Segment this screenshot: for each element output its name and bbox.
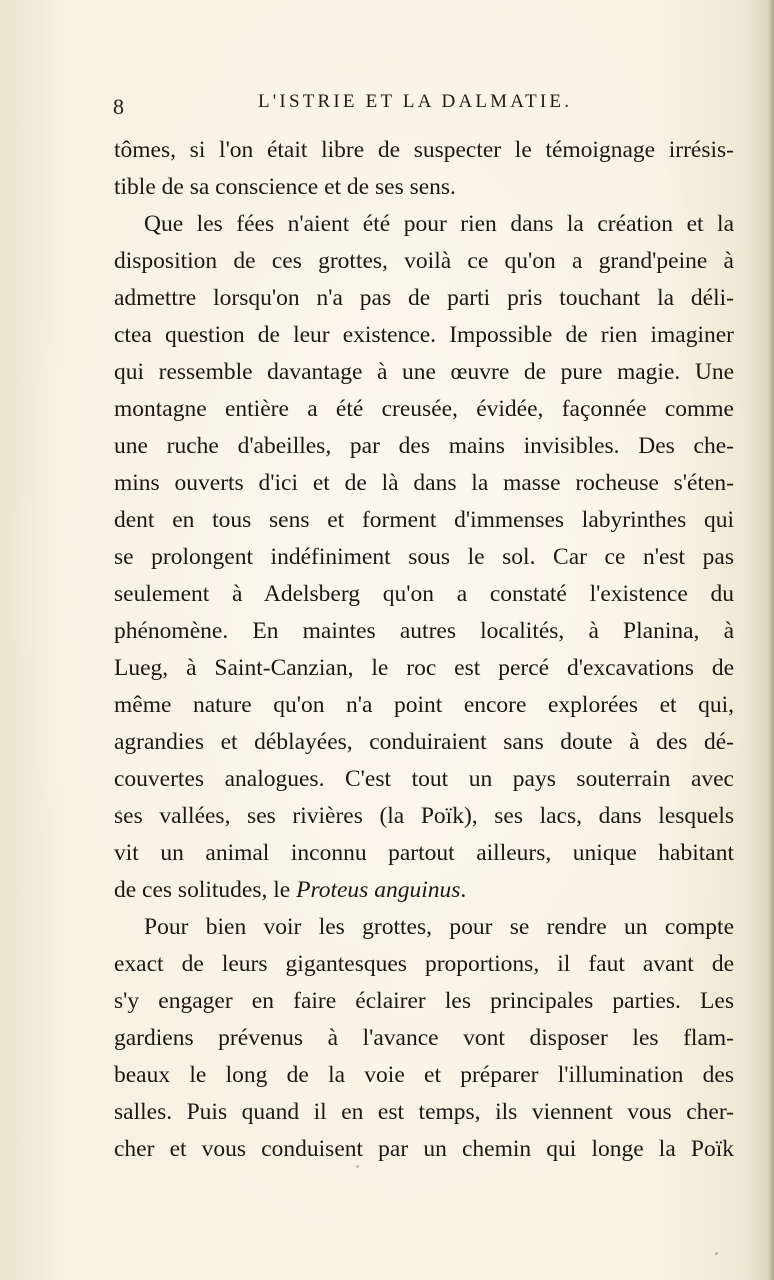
paper-speck: [715, 1252, 718, 1255]
page-number: 8: [113, 94, 124, 119]
text-fragment: de ces solitudes, le: [114, 877, 297, 903]
running-head: L'ISTRIE ET LA DALMATIE.: [258, 91, 573, 112]
paper-speck: [356, 1165, 359, 1168]
paper-speck: [118, 810, 121, 813]
text-line: ctea question de leur existence. Impossible de rien imaginer: [114, 322, 734, 348]
text-line: couvertes analogues. C'est tout un pays souterrain avec: [114, 766, 734, 792]
body-text: [114, 132, 734, 1168]
text-line: vit un animal inconnu partout ailleurs, unique habitant: [114, 840, 734, 866]
text-line: seulement à Adelsberg qu'on a constaté l'existence du: [114, 581, 734, 607]
text-line: Lueg, à Saint-Canzian, le roc est percé d'excavations de: [114, 655, 734, 681]
text-line: s'y engager en faire éclairer les principales parties. Les: [114, 988, 734, 1014]
text-line: disposition de ces grottes, voilà ce qu'on a grand'peine à: [114, 248, 734, 274]
text-fragment: .: [460, 877, 467, 903]
text-line: mins ouverts d'ici et de là dans la masse rocheuse s'éten-: [114, 470, 734, 496]
text-line: exact de leurs gigantesques proportions, il faut avant de: [114, 951, 734, 977]
text-line: Pour bien voir les grottes, pour se rendre un compte: [144, 914, 734, 940]
text-line: dent en tous sens et forment d'immenses labyrinthes qui: [114, 507, 734, 533]
text-line: se prolongent indéfiniment sous le sol. Car ce n'est pas: [114, 544, 734, 570]
text-line: montagne entière a été creusée, évidée, façonnée comme: [114, 396, 734, 422]
text-line: admettre lorsqu'on n'a pas de parti pris touchant la déli-: [114, 285, 734, 311]
text-line: [114, 872, 734, 909]
text-line: ses vallées, ses rivières (la Poïk), ses lacs, dans lesquels: [114, 803, 734, 829]
species-name: Proteus anguinus: [296, 877, 461, 903]
text-line: une ruche d'abeilles, par des mains invisibles. Des che-: [114, 433, 734, 459]
text-line: salles. Puis quand il en est temps, ils viennent vous cher-: [114, 1099, 734, 1125]
text-line: beaux le long de la voie et préparer l'illumination des: [114, 1062, 734, 1088]
text-line: gardiens prévenus à l'avance vont disposer les flam-: [114, 1025, 734, 1051]
text-line: cher et vous conduisent par un chemin qui longe la Poïk: [114, 1136, 734, 1162]
page-edge-shadow: [768, 0, 774, 1280]
text-line: phénomène. En maintes autres localités, à Planina, à: [114, 618, 734, 644]
text-line: agrandies et déblayées, conduiraient sans doute à des dé-: [114, 729, 734, 755]
text-line: tible de sa conscience et de ses sens.: [114, 174, 456, 200]
text-line: même nature qu'on n'a point encore explorées et qui,: [114, 692, 734, 718]
text-line: Que les fées n'aient été pour rien dans la création et la: [144, 211, 734, 237]
text-line: tômes, si l'on était libre de suspecter le témoignage irrésis-: [114, 137, 734, 163]
text-line: qui ressemble davantage à une œuvre de pure magie. Une: [114, 359, 734, 385]
